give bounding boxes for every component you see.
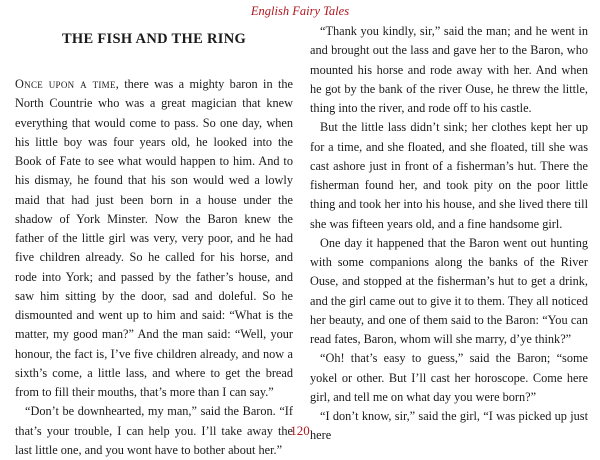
opening-smallcaps: Once upon a time <box>15 77 116 91</box>
right-column <box>310 22 588 446</box>
paragraph: But the little lass didn’t sink; her clothes kept her up for a time, and she floated, and she floated, till she was cast ashore just in front of a fisherman’s hut. There the fisherman found her, and took pity on the poor little thing and took her into his house, and she lived there till she was fifteen years old, and a fine handsome girl. <box>310 120 588 231</box>
page-number: 120 <box>290 423 310 438</box>
paragraph: “I don’t know, sir,” said the girl, “I was picked up just here <box>310 409 588 443</box>
running-head: English Fairy Tales <box>250 4 350 18</box>
left-column <box>15 22 293 460</box>
paragraph: “Thank you kindly, sir,” said the man; and he went in and brought out the lass and gave her to the Baron, who mounted his horse and rode away with her. And when he got by the bank of the river Ouse, he threw the little, thing into the river, and rode off to his castle. <box>310 24 588 115</box>
paragraph: One day it happened that the Baron went out hunting with some companions along the banks of the River Ouse, and stopped at the fisherman’s hut to get a drink, and the girl came out to give it to them. They all noticed her beauty, and one of them said to the Baron: “You can read fates, Baron, whom will she marry, d’ye think?” <box>310 235 588 346</box>
story-title: THE FISH AND THE RING <box>61 31 247 47</box>
opening-text: , there was a mighty baron in the North Countrie who was a great magician that knew everything that would come to pass. So one day, when his little boy was four years old, he looked into the Book of Fate to see what would happen to him. And to his dismay, he found that his son would wed a lowly maid that had just been born in a house under the shadow of York Minster. Now the Baron knew the father of the little girl was very, very poor, and he had five children already. So he called for his horse, and rode into York; and passed by the father’s house, and saw him sitting by the door, sad and doleful. So he dismounted and went up to him and said: “What is the matter, my good man?” And the man said: “Well, your honour, the fact is, I’ve five children already, and now a sixth’s come, a little lass, and where to get the bread from to fill their mouths, that’s more than I can say.” <box>15 77 293 399</box>
paragraph: “Don’t be downhearted, my man,” said the Baron. “If that’s your trouble, I can help you. I’ll take away the last little one, and you wont have to bother about her.” <box>15 404 293 457</box>
paragraph: “Oh! that’s easy to guess,” said the Baron; “some yokel or other. But I’ll cast her horoscope. Come here girl, and tell me on what day you were born?” <box>310 351 588 404</box>
opening-paragraph <box>15 75 293 402</box>
